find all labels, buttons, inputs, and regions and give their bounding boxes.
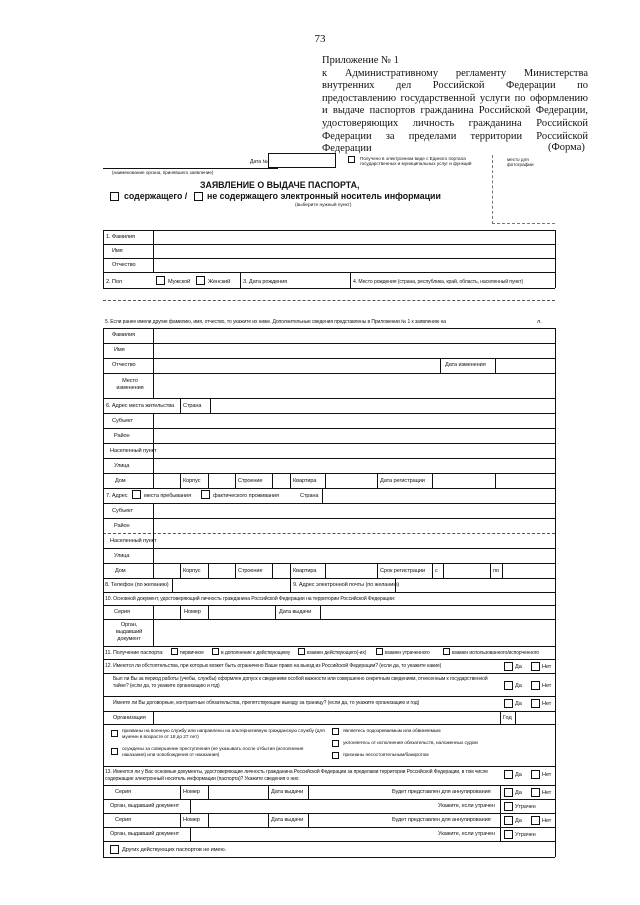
s7-term-label: Срок регистрации [380,568,426,574]
s7-house-label: Дом [115,568,126,574]
agency-note: (наименование органа, принявшего заявление) [112,170,214,175]
s13-head: 13. Имеются ли у Вас основные документы, удостоверяющие личность гражданина Российской Федерации за пределами территории Российской Федерации, в том числе содержащие электронный носитель информации (паспорта)? Укажите сведения о них: [105,769,488,782]
annex-body: к Административному регламенту Министерства внутренних дел Российской Федерации по предоставлению государственной услуги по оформлению и выдаче паспортов гражданина Российской Федерации, удостоверяющих личность гражданина Российской Федерации за пределами территории Российской Федерации [322,67,588,155]
s13-p2-issue-label: Дата выдачи [271,817,304,823]
s6-locality-label: Населенный пункт [110,448,157,454]
patronymic-label: Отчество [112,262,136,268]
s13-p2-yes-checkbox[interactable] [504,816,513,825]
s7-block-label: Корпус [183,568,201,574]
s13-p2-no-label: Нет [542,818,552,824]
photo-label: место для фотографии [507,157,534,168]
s7-building-label: Строение [238,568,263,574]
s6-district-label: Район [114,433,130,439]
patronymic-field[interactable] [154,259,554,271]
s12-q3: Имеете ли Вы договорные, контрактные обязательства, препятствующие выезду за границу? (если да, то укажите организацию и год) [113,700,420,706]
s7-subject-label: Субъект [112,508,133,514]
s5-change-date-label: Дата изменения [445,362,486,368]
s13-p1-yes-label: Да [515,790,522,796]
s13-p1-no-label: Нет [542,790,552,796]
s12-r1-label: призваны на военную службу или направлены на альтернативную гражданскую службу (для мужчин в возрасте от 18 до 27 лет) [122,729,325,740]
s7-head: 7. Адрес [106,493,128,499]
s11-replace-used-checkbox[interactable] [443,648,450,655]
s13-p1-series-label: Серия [115,789,131,795]
s13-p2-org-label: Орган, выдавший документ [110,831,180,837]
s7-actual-label: фактического проживания [213,493,279,499]
pob-label: 4. Место рождения (страна, республика, край, область, населенный пункт) [353,279,524,285]
annex-title: Приложение № 1 [322,55,399,66]
s11-replace-lost-label: взамен утраченного [385,650,430,656]
male-checkbox[interactable] [156,276,165,285]
with-chip-label: содержащего / [124,191,188,201]
s11-replace-valid-checkbox[interactable] [298,648,305,655]
s10-issue-date-label: Дата выдачи [279,609,312,615]
s13-p2-yes-label: Да [515,818,522,824]
s11-head: 11. Получение паспорта: [105,650,164,656]
single-portal-label: Получено в электронном виде с Единого портала государственных и муниципальных услуг и функций [360,156,472,167]
s11-replace-used-label: взамен использованного/испорченного [452,650,539,656]
s12-r3-label: являетесь подозреваемым или обвиняемым [343,729,441,734]
s12-q3-no-label: Нет [542,701,552,707]
s12-q1-no-checkbox[interactable] [531,662,540,671]
s10-org-label: Орган, выдавший документ [115,622,143,642]
s10-number-label: Номер [184,609,201,615]
s11-first-checkbox[interactable] [171,648,178,655]
select-note: (выберите нужный пункт) [295,203,352,208]
without-chip-checkbox[interactable] [194,192,203,201]
s12-q2: Был ли Вы за период работы (учебы, службы) оформлен допуск к сведениям особой важности или совершенно секретным сведениям, отнесенным к государственной тайне? (если да, то укажите организацию и год) [113,676,488,689]
date-field[interactable] [268,153,336,168]
s13-p1-org-label: Орган, выдавший документ [110,803,180,809]
surname-label: 1. Фамилия [106,234,135,240]
s12-org-label: Организация [113,715,146,721]
s10-head: 10. Основной документ, удостоверяющий личность гражданина Российской Федерации на территории Российской Федерации: [105,596,396,602]
s6-reg-date-label: Дата регистрации [380,478,425,484]
s5-head: 5. Если ранее имели другие фамилию, имя, отчество, то укажите их ниже. Дополнительные сведения представлены в Приложении № 1 к заявлению на [105,319,446,325]
male-label: Мужской [168,279,191,285]
s12-r5-checkbox[interactable] [332,752,339,759]
name-field[interactable] [154,245,554,257]
date-label: Дата № [250,159,268,165]
s12-q1-yes-checkbox[interactable] [504,662,513,671]
s12-r2-label: осуждены за совершение преступления (не указывать после отбытия (исполнения наказания) или освобождения от наказания) [122,747,304,758]
s7-stay-label: места пребывания [144,493,191,499]
s6-building-label: Строение [238,478,263,484]
s11-replace-lost-checkbox[interactable] [376,648,383,655]
s11-replace-valid-label: взамен действующего(-их) [307,650,367,656]
s12-r2-checkbox[interactable] [111,748,118,755]
single-portal-checkbox[interactable] [348,156,355,163]
s13-p2-no-checkbox[interactable] [531,816,540,825]
s13-p2-lost-checkbox[interactable] [504,830,513,839]
s12-r1-checkbox[interactable] [111,730,118,737]
form-title: ЗАЯВЛЕНИЕ О ВЫДАЧЕ ПАСПОРТА, [200,180,360,190]
s13-no-checkbox[interactable] [531,770,540,779]
s13-other-checkbox[interactable] [110,845,119,854]
photo-area [492,155,555,224]
s12-year-label: Год [503,715,512,721]
s12-r4-label: уклоняетесь от исполнения обязательств, наложенных судом [343,741,478,746]
s11-additional-checkbox[interactable] [212,648,219,655]
s10-series-label: Серия [114,609,130,615]
s13-p2-series-label: Серия [115,817,131,823]
s6-head: 6. Адрес места жительства [106,403,175,409]
s13-p1-lost-checkbox[interactable] [504,802,513,811]
s12-r5-label: признаны несостоятельным/банкротом [343,753,429,758]
s12-q2-no-checkbox[interactable] [531,681,540,690]
with-chip-checkbox[interactable] [110,192,119,201]
s12-r3-checkbox[interactable] [332,728,339,735]
s13-no-label: Нет [542,772,552,778]
s12-q1: 12. Имеются ли обстоятельства, при которых может быть ограничено Ваше право на выезд из Российской Федерации? (если да, то укажите какие) [105,663,442,669]
agency-line [103,168,278,169]
s13-p2-lost-q: Укажите, если утрачен [438,831,495,837]
page-number: 73 [314,33,326,45]
female-label: Женский [208,279,231,285]
s6-block-label: Корпус [183,478,201,484]
s12-q2-no-label: Нет [542,683,552,689]
s5-surname-label: Фамилия [112,332,136,338]
s7-actual-checkbox[interactable] [201,490,210,499]
dob-label: 3. Дата рождения [243,279,288,285]
s7-flat-label: Квартира [293,568,317,574]
s13-p2-annul-label: Будет представлен для аннулирования [392,817,491,823]
surname-field[interactable] [154,231,554,243]
female-checkbox[interactable] [196,276,205,285]
s12-q3-yes-label: Да [515,701,522,707]
s12-q3-no-checkbox[interactable] [531,699,540,708]
s6-flat-label: Квартира [293,478,317,484]
annex-block [322,55,588,156]
s13-p1-no-checkbox[interactable] [531,788,540,797]
s13-other-label: Других действующих паспортов не имею. [122,847,227,853]
s12-q1-yes-label: Да [515,664,522,670]
s13-p1-lost-label: Утрачен [515,804,536,810]
s13-yes-label: Да [515,772,522,778]
sex-label: 2. Пол [106,279,122,285]
s13-p1-number-label: Номер [183,789,200,795]
s12-q2-yes-checkbox[interactable] [504,681,513,690]
s7-stay-checkbox[interactable] [132,490,141,499]
form-label: (Форма) [548,142,585,153]
name-label: Имя [112,248,123,254]
s13-p2-lost-label: Утрачен [515,832,536,838]
s13-p1-yes-checkbox[interactable] [504,788,513,797]
s13-p1-issue-label: Дата выдачи [271,789,304,795]
s12-q3-yes-checkbox[interactable] [504,699,513,708]
s11-additional-label: в дополнение к действующему [221,650,291,656]
s5-sheets: л. [537,319,542,325]
s6-subject-label: Субъект [112,418,133,424]
s6-street-label: Улица [114,463,130,469]
s13-yes-checkbox[interactable] [504,770,513,779]
s5-patronymic-label: Отчество [112,362,136,368]
s6-country-label: Страна [183,403,202,409]
email-label: 9. Адрес электронной почты (по желанию) [293,582,400,588]
s7-from-label: с [435,568,438,574]
s7-street-label: Улица [114,553,130,559]
phone-label: 8. Телефон (по желанию) [105,582,169,588]
s12-q1-no-label: Нет [542,664,552,670]
s7-country-label: Страна [300,493,319,499]
s12-r4-checkbox[interactable] [332,740,339,747]
s6-house-label: Дом [115,478,126,484]
s7-to-label: по [493,568,499,574]
s5-place-label: Место изменения [116,378,144,391]
s11-first-label: первичное [180,650,204,656]
s13-p2-number-label: Номер [183,817,200,823]
s7-locality-label: Населенный пункт [110,538,157,544]
without-chip-label: не содержащего электронный носитель информации [207,191,441,201]
s5-name-label: Имя [114,347,125,353]
s7-district-label: Район [114,523,130,529]
s13-p1-annul-label: Будет представлен для аннулирования [392,789,491,795]
s13-p1-lost-q: Укажите, если утрачен [438,803,495,809]
s12-q2-yes-label: Да [515,683,522,689]
